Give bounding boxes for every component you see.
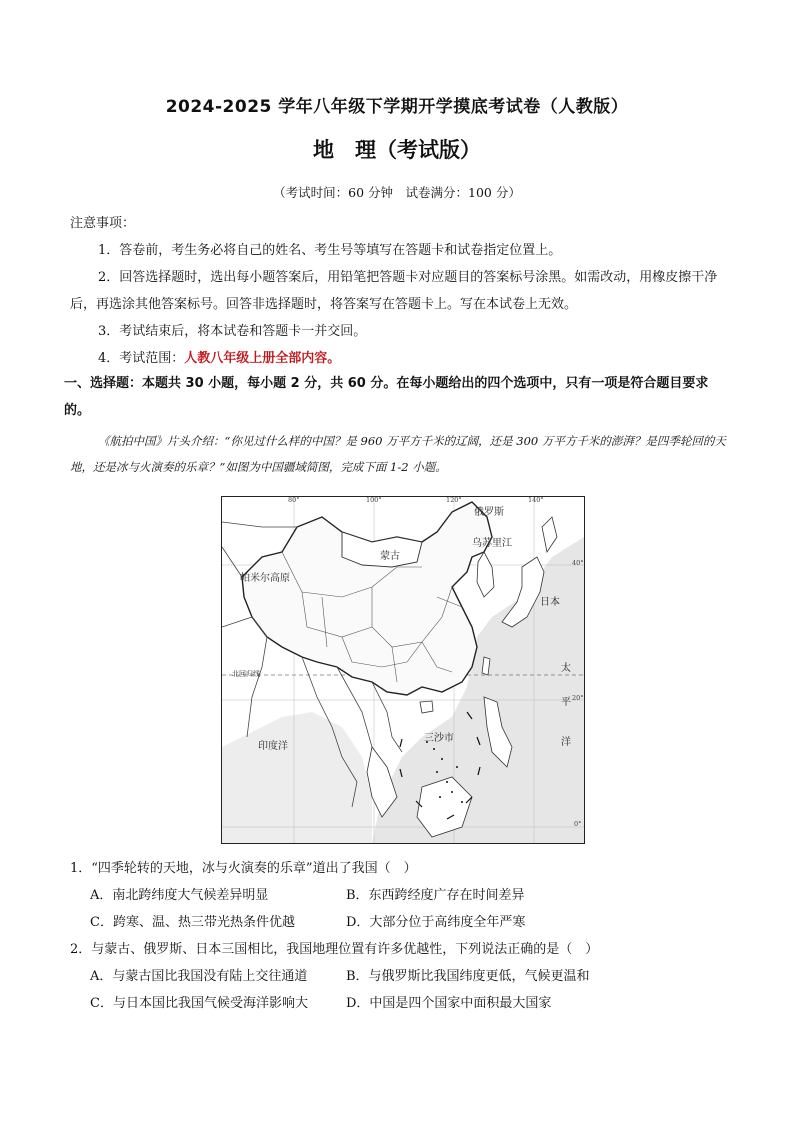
subject-title: 地 理（考试版） (313, 138, 481, 162)
scope-value: 人教八年级上册全部内容 (184, 351, 328, 366)
label-indian-ocean: 印度洋 (258, 741, 288, 752)
label-pacific-1: 太 (561, 663, 571, 674)
note-item-3: 3．考试结束后，将本试卷和答题卡一并交回。 (98, 324, 367, 339)
label-pacific-2: 平 (561, 697, 571, 708)
q2-option-d[interactable]: D．中国是四个国家中面积最大国家 (346, 996, 552, 1011)
china-territory-map (221, 496, 585, 844)
korea-peninsula (477, 552, 494, 597)
section-heading: 一、选择题：本题共 30 小题，每小题 2 分，共 60 分。在每小题给出的四个选项中，只有一项是符合题目要求的。 (64, 376, 709, 418)
q2-option-a[interactable]: A．与蒙古国比我国没有陆上交往通道 (90, 969, 308, 984)
questions-list (70, 855, 740, 1017)
label-mongolia: 蒙古 (380, 551, 400, 562)
notes-section (70, 210, 730, 372)
question-1-stem: 1．“四季轮转的天地，冰与火演奏的乐章”道出了我国（ ） (70, 861, 417, 876)
lat-label-20: 20° (572, 694, 584, 702)
q1-option-a[interactable]: A．南北跨纬度大气候差异明显 (90, 888, 269, 903)
question-1-options-2 (90, 909, 740, 936)
map-indian-ocean (222, 712, 372, 843)
question-2-options-2 (90, 990, 740, 1017)
q2-option-c[interactable]: C．与日本国比我国气候受海洋影响大 (90, 996, 308, 1011)
lat-label-40: 40° (572, 559, 584, 567)
lon-label-120: 120° (446, 496, 462, 504)
lon-label-140: 140° (528, 496, 544, 504)
lat-label-0: 0° (574, 820, 582, 828)
q1-option-b[interactable]: B．东西跨经度广存在时间差异 (346, 888, 525, 903)
scope-suffix: 。 (327, 351, 341, 366)
question-intro: 《航拍中国》片头介绍：“你见过什么样的中国？是 960 万平方千米的辽阔，还是 300 万平方千米的澎湃？是四季轮回的天地，还是冰与火演奏的乐章？”如图为中国疆域简图，完成下面 1-2 小题。 (70, 434, 726, 474)
label-russia: 俄罗斯 (474, 507, 504, 518)
exam-info: （考试时间：60 分钟 试卷满分：100 分） (273, 185, 521, 200)
exam-title: 2024-2025 学年八年级下学期开学摸底考试卷（人教版） (165, 97, 629, 117)
label-pacific-3: 洋 (561, 737, 571, 748)
question-1-options (90, 882, 740, 909)
hainan-island (420, 701, 433, 713)
label-japan: 日本 (540, 597, 560, 608)
notes-heading: 注意事项： (70, 216, 136, 231)
china-border (242, 502, 492, 695)
label-sansha-city: 三沙市 (424, 733, 454, 744)
question-2-options (90, 963, 740, 990)
note-item-4 (70, 345, 730, 372)
label-wusuli-river: 乌苏里江 (472, 538, 512, 549)
note-item-2: 2．回答选择题时，选出每小题答案后，用铅笔把答题卡对应题目的答案标号涂黑。如需改动，用橡皮擦干净后，再选涂其他答案标号。回答非选择题时，将答案写在答题卡上。写在本试卷上无效。 (70, 270, 718, 312)
map-drawing (222, 497, 584, 843)
q1-option-c[interactable]: C．跨寒、温、热三带光热条件优越 (90, 915, 295, 930)
lon-label-80: 80° (288, 496, 300, 504)
q1-option-d[interactable]: D．大部分位于高纬度全年严寒 (346, 915, 526, 930)
q2-option-b[interactable]: B．与俄罗斯比我国纬度更低，气候更温和 (346, 969, 590, 984)
lon-label-100: 100° (366, 496, 382, 504)
label-tropic-of-cancer: 北回归线 (232, 670, 260, 678)
question-2-stem: 2．与蒙古、俄罗斯、日本三国相比，我国地理位置有许多优越性，下列说法正确的是（ ） (70, 942, 599, 957)
label-pamir-plateau: 帕米尔高原 (240, 573, 290, 584)
scope-prefix: 4．考试范围： (98, 351, 185, 366)
note-item-1: 1．答卷前，考生务必将自己的姓名、考生号等填写在答题卡和试卷指定位置上。 (98, 243, 562, 258)
